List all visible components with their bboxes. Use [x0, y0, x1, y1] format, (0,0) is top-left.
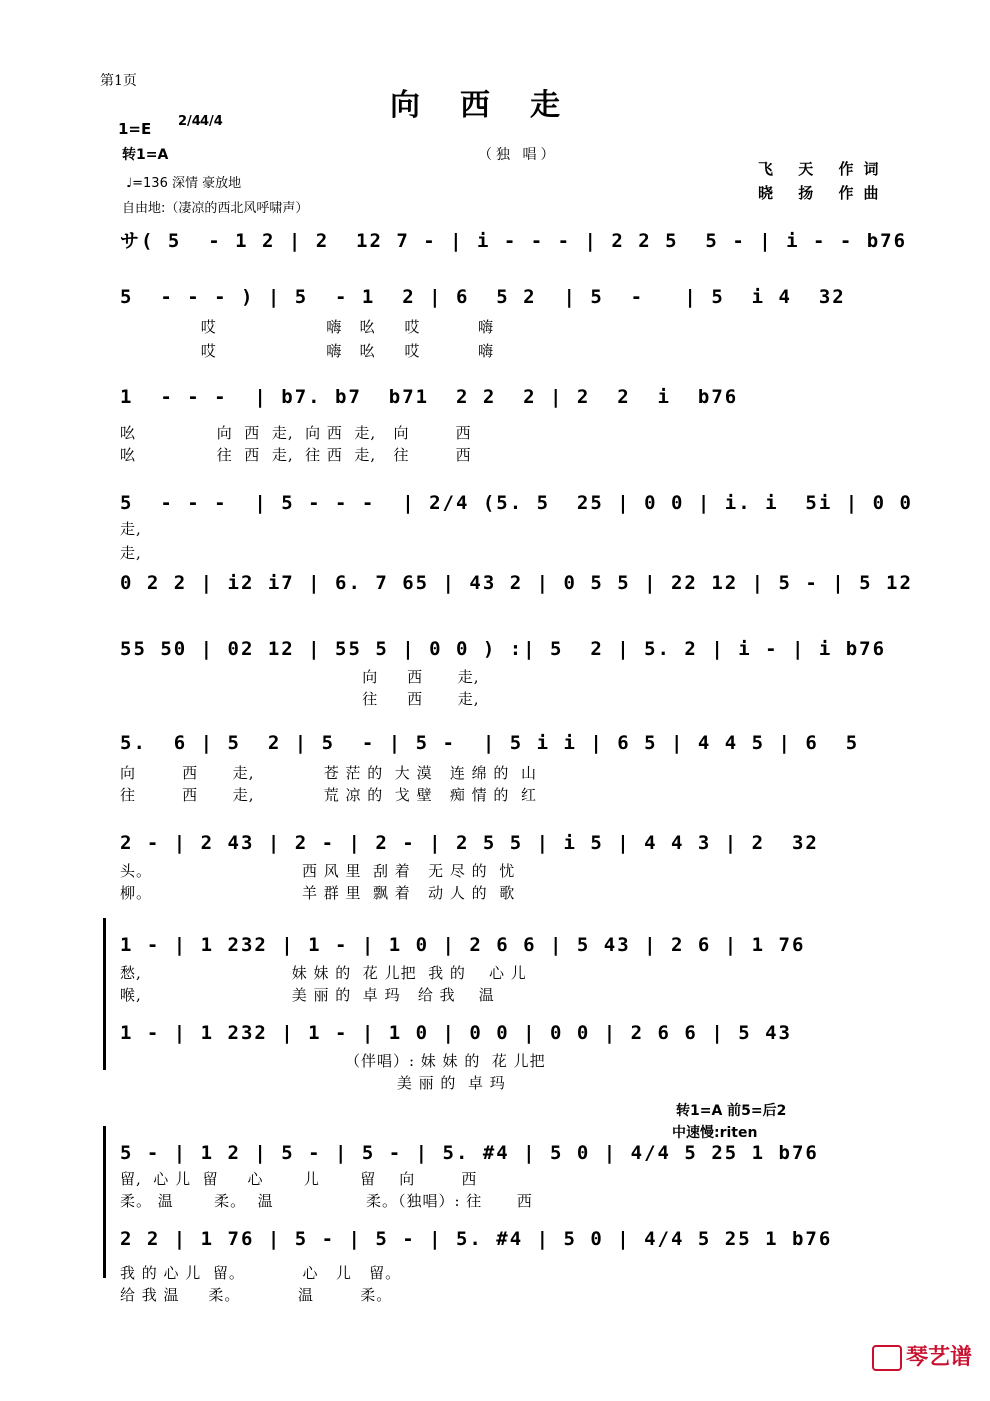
lyric-line: （伴唱）: 妹 妹 的 花 儿把 — [120, 1052, 546, 1070]
music-system — [120, 638, 890, 710]
key-signature: 1=E — [118, 120, 152, 138]
lyricist-credit: 飞 天 作词 — [758, 160, 889, 178]
voice-marking: （独 唱） — [478, 147, 559, 163]
lyric-line: 头。 西 风 里 刮 着 无 尽 的 忧 — [120, 862, 516, 880]
lyric-line: 吆 向 西 走, 向 西 走, 向 西 — [120, 424, 472, 442]
music-system — [120, 732, 890, 804]
music-system — [120, 1142, 890, 1214]
notation-line: 5 - - - | 5 - - - | 2/4 (5. 5 25 | 0 0 | i. i 5i | 0 0 — [120, 492, 913, 514]
lyric-line: 美 丽 的 卓 玛 — [120, 1074, 506, 1092]
lyric-line: 吆 往 西 走, 往 西 走, 往 西 — [120, 446, 472, 464]
free-tempo-marking: 自由地:（凄凉的西北风呼啸声） — [122, 201, 309, 216]
lyric-line: 给 我 温 柔。 温 柔。 — [120, 1286, 393, 1304]
lyric-line: 喉, 美 丽 的 卓 玛 给 我 温 — [120, 986, 495, 1004]
logo-icon — [872, 1345, 902, 1371]
lyric-line: 往 西 走, — [120, 690, 480, 708]
staff-bracket — [103, 1126, 112, 1278]
music-system — [120, 572, 913, 604]
notation-line: 0 2 2 | i2 i7 | 6. 7 65 | 43 2 | 0 5 5 | 22 12 | 5 - | 5 12 — [120, 572, 913, 594]
staff-bracket — [103, 918, 112, 1070]
music-system — [120, 832, 890, 904]
music-system — [120, 1022, 890, 1094]
logo-text: 琴艺谱 — [905, 1345, 972, 1370]
composer-credit: 晓 扬 作曲 — [758, 184, 889, 202]
music-system — [120, 934, 890, 1006]
notation-line: 1 - - - | b7. b7 b71 2 2 2 | 2 2 i b76 — [120, 386, 739, 408]
lyric-line: 柳。 羊 群 里 飘 着 动 人 的 歌 — [120, 884, 516, 902]
modulation-marking-2: 转1=A 前5=后2 — [676, 1103, 787, 1119]
notation-line: 5. 6 | 5 2 | 5 - | 5 - | 5 i i | 6 5 | 4 4 5 | 6 5 — [120, 732, 860, 754]
notation-line: 5 - | 1 2 | 5 - | 5 - | 5. #4 | 5 0 | 4/4 5 25 1 b76 — [120, 1142, 819, 1164]
lyric-line: 哎 嗨 吆 哎 嗨 — [120, 318, 495, 336]
notation-line: 55 50 | 02 12 | 55 5 | 0 0 ) :| 5 2 | 5. 2 | i - | i b76 — [120, 638, 887, 660]
notation-line: 5 - - - ) | 5 - 1 2 | 6 5 2 | 5 - | 5 i 4 32 — [120, 286, 846, 308]
lyric-line: 愁, 妹 妹 的 花 儿把 我 的 心 儿 — [120, 964, 527, 982]
tempo-marking: ♩=136 深情 豪放地 — [126, 176, 242, 191]
notation-line: 1 - | 1 232 | 1 - | 1 0 | 0 0 | 0 0 | 2 6 6 | 5 43 — [120, 1022, 792, 1044]
notation-line: 2 2 | 1 76 | 5 - | 5 - | 5. #4 | 5 0 | 4/4 5 25 1 b76 — [120, 1228, 833, 1250]
music-system — [120, 222, 908, 254]
lyric-line: 往 西 走, 荒 凉 的 戈 壁 痴 情 的 红 — [120, 786, 537, 804]
time-signature-2: 4/4 — [200, 114, 223, 129]
notation-line: 1 - | 1 232 | 1 - | 1 0 | 2 6 6 | 5 43 | 2 6 | 1 76 — [120, 934, 806, 956]
modulation-marking: 转1=A — [122, 147, 169, 163]
tempo-marking-2: 中速慢:riten — [672, 1125, 758, 1141]
music-system — [120, 286, 890, 366]
time-signature-1: 2/4 — [178, 114, 201, 129]
lyric-line: 留, 心 儿 留 心 儿 留 向 西 — [120, 1170, 478, 1188]
lyric-line: 走, — [120, 520, 142, 538]
notation-line: サ( 5 - 1 2 | 2 12 7 - | i - - - | 2 2 5 5 - | i - - b76 — [120, 230, 908, 252]
song-title: 向西走 — [390, 88, 600, 123]
music-system — [120, 1228, 890, 1304]
lyric-line: 柔。 温 柔。 温 柔。（独唱）: 往 西 — [120, 1192, 533, 1210]
site-logo — [872, 1340, 972, 1371]
notation-line: 2 - | 2 43 | 2 - | 2 - | 2 5 5 | i 5 | 4 4 3 | 2 32 — [120, 832, 819, 854]
music-system — [120, 386, 890, 466]
page-number: 第1页 — [100, 73, 137, 89]
lyric-line: 哎 嗨 吆 哎 嗨 — [120, 342, 495, 360]
lyric-line: 向 西 走, — [120, 668, 480, 686]
lyric-line: 走, — [120, 544, 142, 562]
music-system — [120, 492, 913, 564]
lyric-line: 我 的 心 儿 留。 心 儿 留。 — [120, 1264, 402, 1282]
lyric-line: 向 西 走, 苍 茫 的 大 漠 连 绵 的 山 — [120, 764, 537, 782]
